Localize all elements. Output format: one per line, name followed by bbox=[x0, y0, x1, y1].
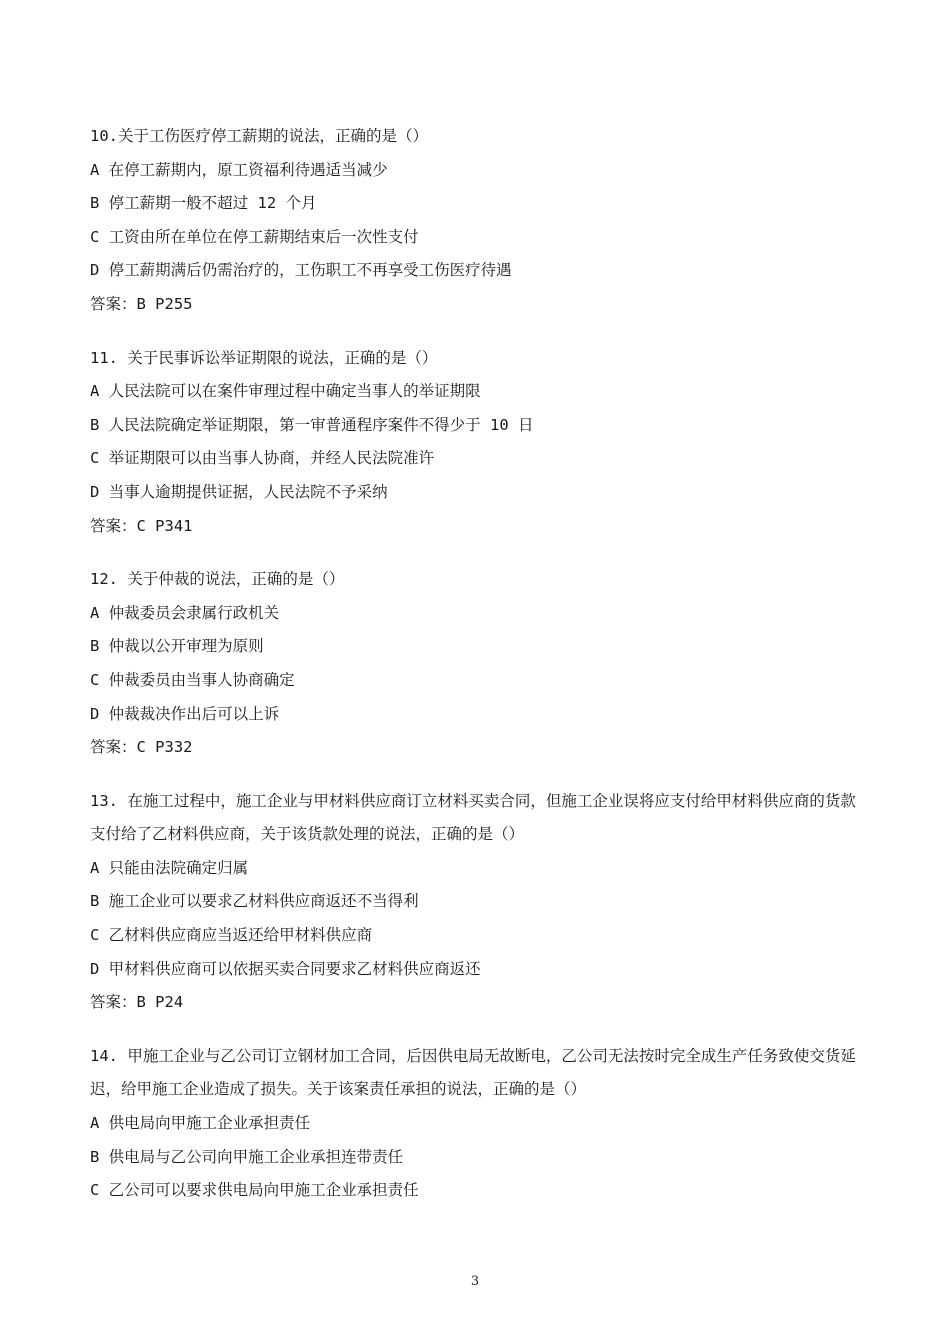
question-stem: 13. 在施工过程中，施工企业与甲材料供应商订立材料买卖合同，但施工企业误将应支付给甲材料供应商的货款支付给了乙材料供应商，关于该货款处理的说法，正确的是（） bbox=[90, 791, 856, 844]
option-a: A 仲裁委员会隶属行政机关 bbox=[90, 603, 280, 622]
question-stem: 14. 甲施工企业与乙公司订立钢材加工合同，后因供电局无故断电，乙公司无法按时完全成生产任务致使交货延迟，给甲施工企业造成了损失。关于该案责任承担的说法，正确的是（） bbox=[90, 1046, 856, 1099]
question-14 bbox=[90, 1040, 870, 1208]
option-b: B 停工薪期一般不超过 12 个月 bbox=[90, 194, 317, 213]
answer-line: 答案：B P24 bbox=[90, 993, 184, 1012]
question-10 bbox=[90, 120, 870, 322]
option-a: A 在停工薪期内，原工资福利待遇适当减少 bbox=[90, 160, 388, 179]
question-13 bbox=[90, 785, 870, 1020]
option-c: C 举证期限可以由当事人协商，并经人民法院准许 bbox=[90, 449, 435, 468]
option-c: C 工资由所在单位在停工薪期结束后一次性支付 bbox=[90, 227, 419, 246]
option-d: D 当事人逾期提供证据，人民法院不予采纳 bbox=[90, 482, 388, 501]
answer-line: 答案：B P255 bbox=[90, 294, 193, 313]
option-b: B 施工企业可以要求乙材料供应商返还不当得利 bbox=[90, 892, 419, 911]
question-stem: 11. 关于民事诉讼举证期限的说法，正确的是（） bbox=[90, 348, 438, 367]
question-11 bbox=[90, 342, 870, 544]
option-c: C 乙材料供应商应当返还给甲材料供应商 bbox=[90, 926, 373, 945]
option-d: D 甲材料供应商可以依据买卖合同要求乙材料供应商返还 bbox=[90, 959, 481, 978]
option-c: C 仲裁委员由当事人协商确定 bbox=[90, 670, 295, 689]
option-c: C 乙公司可以要求供电局向甲施工企业承担责任 bbox=[90, 1181, 419, 1200]
option-d: D 停工薪期满后仍需治疗的，工伤职工不再享受工伤医疗待遇 bbox=[90, 261, 512, 280]
page-number: 3 bbox=[470, 1274, 480, 1289]
option-d: D 仲裁裁决作出后可以上诉 bbox=[90, 704, 280, 723]
question-12 bbox=[90, 563, 870, 765]
option-a: A 人民法院可以在案件审理过程中确定当事人的举证期限 bbox=[90, 382, 481, 401]
option-a: A 只能由法院确定归属 bbox=[90, 858, 249, 877]
question-stem: 10.关于工伤医疗停工薪期的说法，正确的是（） bbox=[90, 127, 428, 145]
option-b: B 供电局与乙公司向甲施工企业承担连带责任 bbox=[90, 1147, 404, 1166]
option-a: A 供电局向甲施工企业承担责任 bbox=[90, 1114, 311, 1133]
option-b: B 仲裁以公开审理为原则 bbox=[90, 637, 264, 656]
option-b: B 人民法院确定举证期限，第一审普通程序案件不得少于 10 日 bbox=[90, 415, 534, 434]
question-stem: 12. 关于仲裁的说法，正确的是（） bbox=[90, 570, 345, 589]
answer-line: 答案：C P332 bbox=[90, 738, 193, 757]
document-page bbox=[90, 120, 870, 1228]
answer-line: 答案：C P341 bbox=[90, 516, 193, 535]
